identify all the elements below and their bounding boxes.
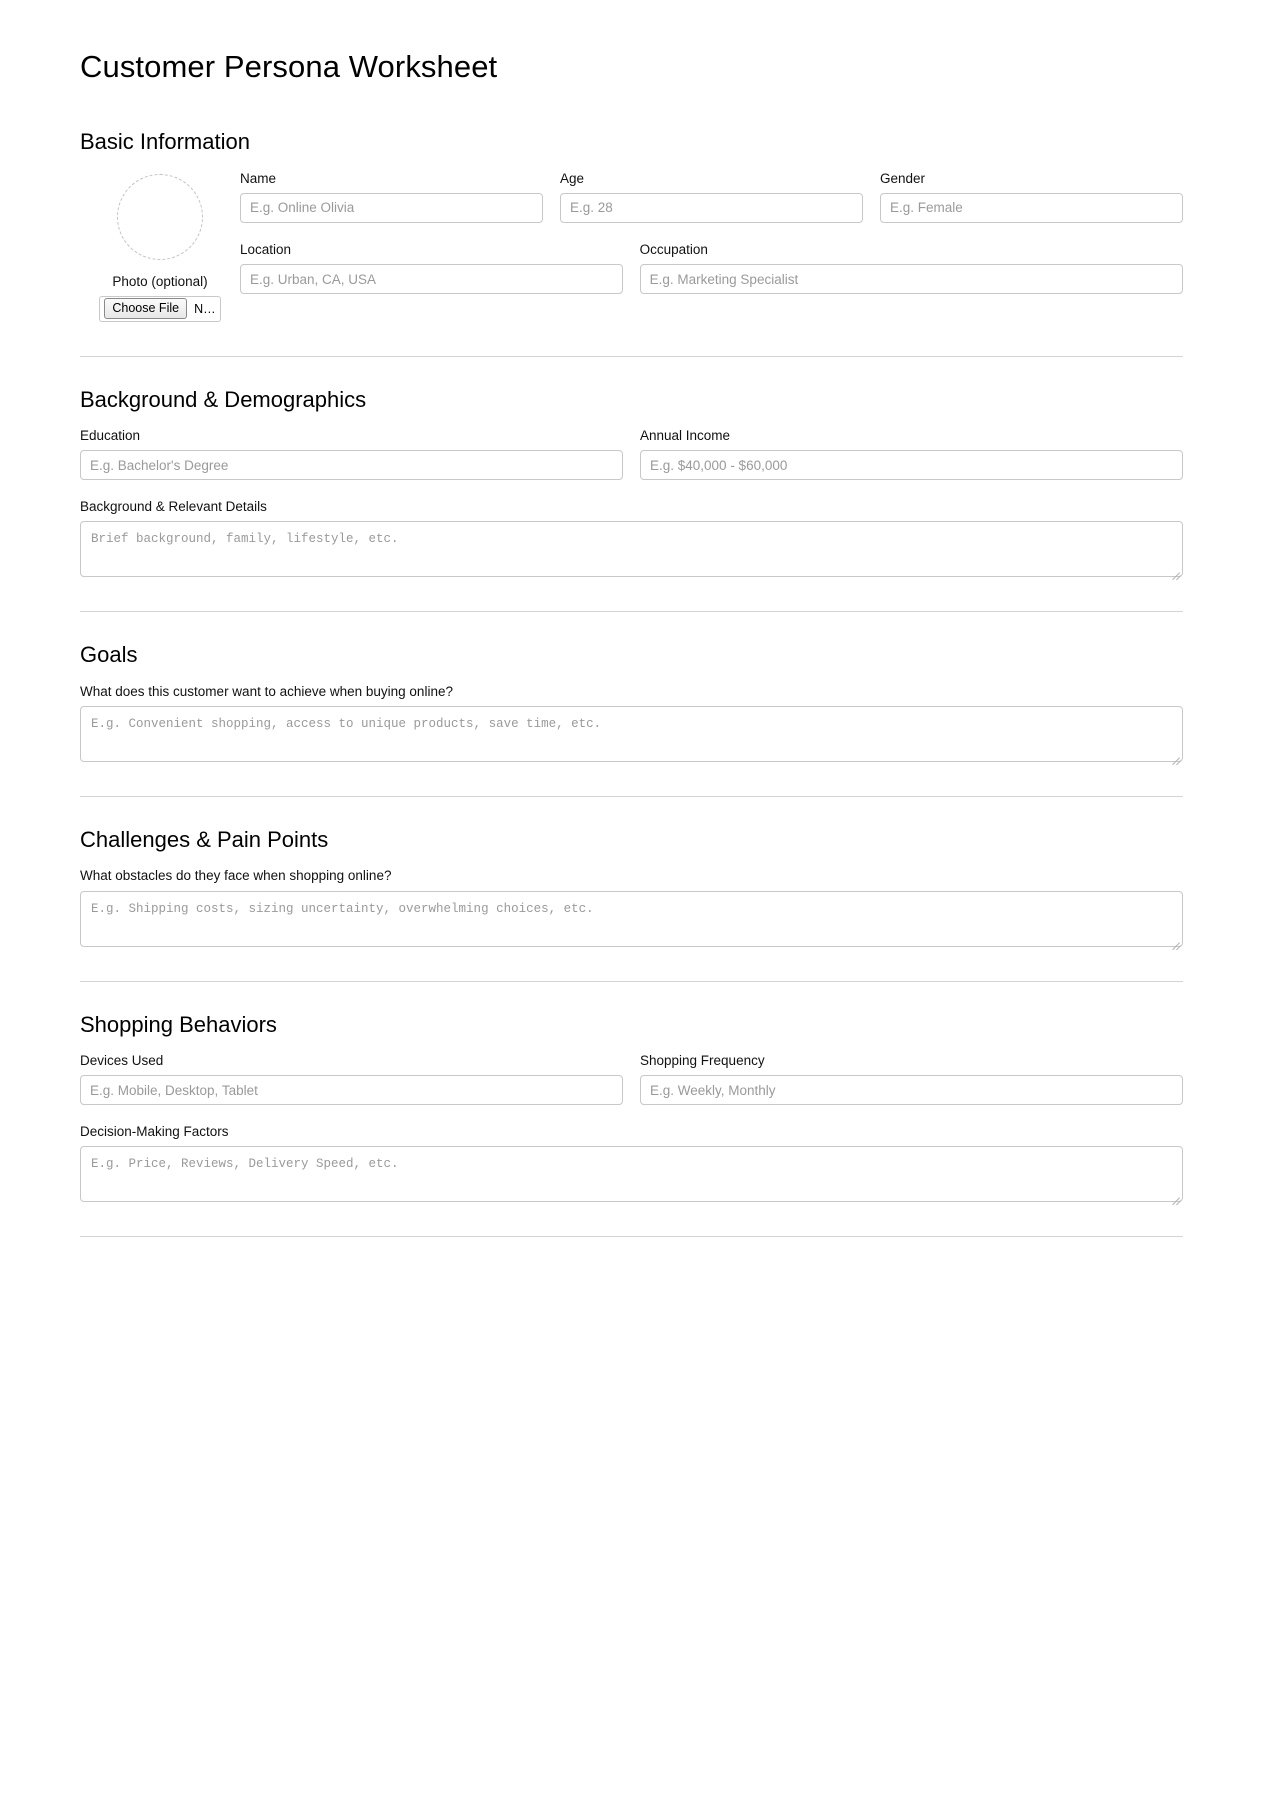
page-title: Customer Persona Worksheet [80,49,498,84]
shopping-frequency-input[interactable]: E.g. Weekly, Monthly [640,1075,1183,1105]
age-label: Age [560,170,585,186]
photo-file-input[interactable] [99,296,220,322]
section-challenges-pain-points [80,827,1183,947]
section-goals [80,642,1183,762]
section-divider [80,981,1183,982]
decision-making-factors-label: Decision-Making Factors [80,1124,229,1140]
field-shopping-frequency [640,1052,1183,1105]
obstacles-label: What obstacles do they face when shopping online? [80,868,392,884]
section-title-basic-information: Basic Information [80,129,250,155]
resize-handle-icon[interactable] [1169,748,1180,759]
field-obstacles [80,867,1183,946]
section-divider [80,356,1183,357]
goals-textarea[interactable] [80,706,1183,762]
education-input[interactable]: E.g. Bachelor's Degree [80,450,623,480]
shopping-frequency-label: Shopping Frequency [640,1053,765,1069]
section-basic-information [80,129,1183,321]
basic-fields-row-1 [240,170,1183,223]
basic-fields-column [240,170,1183,294]
section-divider [80,611,1183,612]
field-name [240,170,543,223]
background-fields-row [80,427,1183,480]
background-details-label: Background & Relevant Details [80,499,267,515]
occupation-label: Occupation [639,241,708,257]
occupation-input[interactable]: E.g. Marketing Specialist [640,264,1183,294]
annual-income-label: Annual Income [640,427,731,443]
field-education [80,427,623,480]
goals-label: What does this customer want to achieve when buying online? [80,683,453,699]
gender-input[interactable]: E.g. Female [880,193,1183,223]
devices-used-label: Devices Used [80,1053,164,1069]
field-devices-used [80,1052,623,1105]
field-occupation [640,241,1183,294]
section-title-shopping-behaviors: Shopping Behaviors [80,1011,277,1037]
field-goals [80,683,1183,762]
decision-making-factors-placeholder: E.g. Price, Reviews, Delivery Speed, etc. [91,1157,399,1172]
resize-handle-icon[interactable] [1169,563,1180,574]
goals-placeholder: E.g. Convenient shopping, access to unique products, save time, etc. [91,717,602,732]
name-input[interactable]: E.g. Online Olivia [240,193,543,223]
photo-caption-label: Photo (optional) [112,273,208,289]
file-name-label: N… [194,301,216,316]
obstacles-textarea[interactable] [80,891,1183,947]
section-title-background-demographics: Background & Demographics [80,386,367,412]
field-background-details [80,498,1183,577]
devices-used-input[interactable]: E.g. Mobile, Desktop, Tablet [80,1075,623,1105]
section-shopping-behaviors [80,1012,1183,1203]
basic-fields-row-2 [240,241,1183,294]
basic-information-row [80,170,1183,322]
shopping-fields-row [80,1052,1183,1105]
resize-handle-icon[interactable] [1169,933,1180,944]
field-annual-income [640,427,1183,480]
section-background-demographics [80,387,1183,578]
decision-making-factors-textarea[interactable] [80,1146,1183,1202]
location-input[interactable]: E.g. Urban, CA, USA [240,264,623,294]
field-location [240,241,623,294]
education-label: Education [80,427,141,443]
field-gender [880,170,1183,223]
choose-file-button[interactable]: Choose File [104,298,187,319]
background-details-textarea[interactable] [80,521,1183,577]
field-decision-making-factors [80,1123,1183,1202]
age-input[interactable]: E.g. 28 [560,193,863,223]
gender-label: Gender [880,170,926,186]
photo-upload-column [80,170,240,322]
section-title-goals: Goals [80,642,138,668]
resize-handle-icon[interactable] [1169,1188,1180,1199]
background-details-placeholder: Brief background, family, lifestyle, etc. [91,532,399,547]
photo-placeholder-circle-icon[interactable] [117,174,203,260]
section-divider [80,1236,1183,1237]
name-label: Name [240,170,277,186]
annual-income-input[interactable]: E.g. $40,000 - $60,000 [640,450,1183,480]
obstacles-placeholder: E.g. Shipping costs, sizing uncertainty, overwhelming choices, etc. [91,901,594,916]
section-title-challenges-pain-points: Challenges & Pain Points [80,827,329,853]
field-age [560,170,863,223]
section-divider [80,796,1183,797]
location-label: Location [240,241,292,257]
